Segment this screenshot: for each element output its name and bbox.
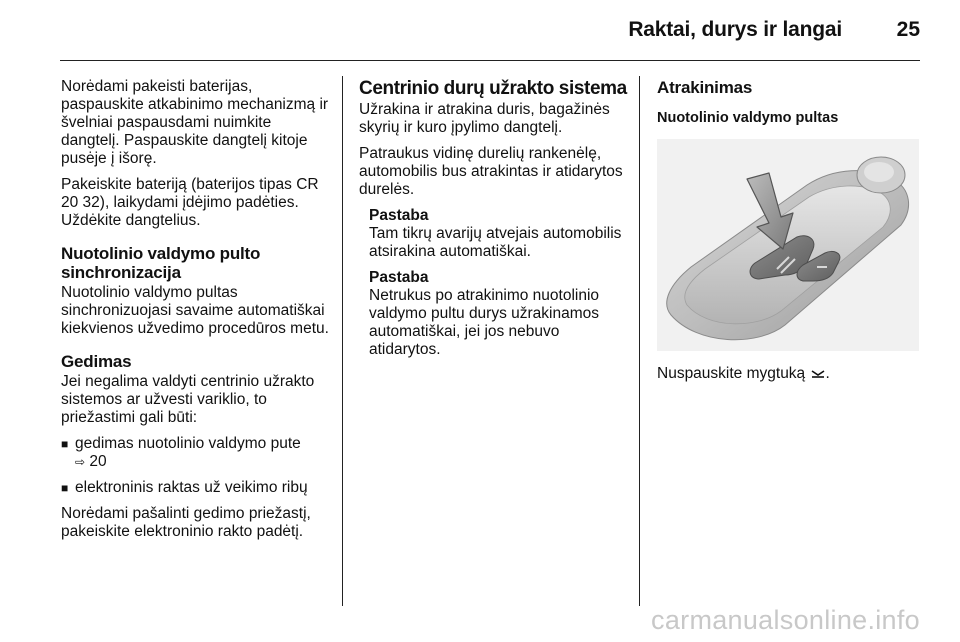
list-item xyxy=(61,435,333,471)
running-header-title: Raktai, durys ir langai xyxy=(628,18,842,41)
list-item xyxy=(61,479,333,497)
paragraph: Jei negalima valdyti centrinio užrakto sistemos ar užvesti variklio, to priežastimi gali būti: xyxy=(61,373,315,426)
paragraph: Patraukus vidinę durelių rankenėlę, automobilis bus atrakintas ir atidarytos durelės. xyxy=(359,145,623,198)
list-item-text: elektroninis raktas už veikimo ribų xyxy=(75,479,308,496)
section-heading: Centrinio durų užrakto sistema xyxy=(359,78,627,99)
section-heading: Gedimas xyxy=(61,352,132,371)
reference-arrow-icon: ⇨ xyxy=(75,455,86,469)
paragraph: Užrakina ir atrakina duris, bagažinės skyrių ir kuro įpylimo dangtelį. xyxy=(359,101,610,136)
paragraph: Norėdami pakeisti baterijas, paspauskite atkabinimo mechanizmą ir švelniai paspausdami nuimkite dangtelį. Paspauskite dangtelį kitoje pusėje į išorę. xyxy=(61,78,329,167)
bullet-icon: ■ xyxy=(61,481,69,495)
note-body: Netrukus po atrakinimo nuotolinio valdymo pultu durys užrakinamos automatiškai, jei jos nebuvo atidarytos. xyxy=(369,287,600,358)
column-divider xyxy=(342,76,343,606)
page-reference-number: 20 xyxy=(89,453,107,470)
header-rule xyxy=(60,60,920,61)
remote-key-illustration xyxy=(657,139,919,351)
page-reference[interactable] xyxy=(75,453,107,470)
column-divider xyxy=(639,76,640,606)
page-number: 25 xyxy=(896,18,920,41)
unlock-button-icon xyxy=(810,366,826,378)
subsection-heading: Nuotolinio valdymo pultas xyxy=(657,110,839,126)
column-2 xyxy=(359,78,631,367)
image-caption xyxy=(657,365,927,383)
note-title: Pastaba xyxy=(369,207,429,224)
list-item-text: gedimas nuotolinio valdymo pute xyxy=(75,435,301,452)
section-heading: Nuotolinio valdymo pulto sinchronizacija xyxy=(61,244,261,282)
caption-punctuation: . xyxy=(825,365,830,382)
section-heading: Atrakinimas xyxy=(657,78,753,97)
paragraph: Norėdami pašalinti gedimo priežastį, pakeiskite elektroninio rakto padėtį. xyxy=(61,505,311,540)
bullet-icon: ■ xyxy=(61,437,69,451)
note-body: Tam tikrų avarijų atvejais automobilis atsirakina automatiškai. xyxy=(369,225,622,260)
note-title: Pastaba xyxy=(369,269,429,286)
column-1 xyxy=(61,78,333,549)
paragraph: Pakeiskite bateriją (baterijos tipas CR 20 32), laikydami įdėjimo padėties. Uždėkite dangtelius. xyxy=(61,176,319,229)
caption-text: Nuspauskite mygtuką xyxy=(657,365,806,382)
column-3 xyxy=(657,78,927,391)
watermark: carmanualsonline.info xyxy=(651,605,920,635)
paragraph: Nuotolinio valdymo pultas sinchronizuojasi savaime automatiškai kiekvienos užvedimo procedūros metu. xyxy=(61,284,329,337)
